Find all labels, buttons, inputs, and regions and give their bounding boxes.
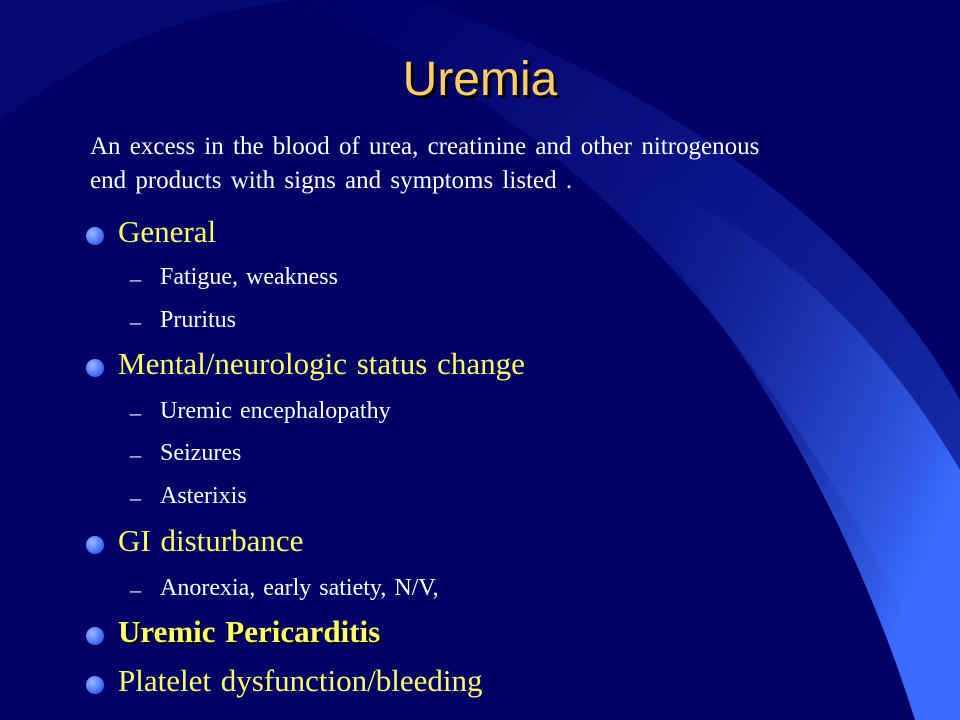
sub-item: Asterixis bbox=[160, 483, 247, 509]
bullet-uremic-pericarditis: Uremic Pericarditis bbox=[118, 614, 381, 649]
bullet-dot-icon bbox=[86, 359, 104, 377]
sub-item: Pruritus bbox=[160, 307, 237, 333]
dash-icon: – bbox=[130, 400, 141, 425]
bullet-dot-icon bbox=[86, 536, 104, 554]
dash-icon: – bbox=[130, 266, 141, 291]
sub-item: Seizures bbox=[160, 440, 242, 466]
sub-item: Uremic encephalopathy bbox=[160, 398, 391, 424]
bullet-dot-icon bbox=[86, 227, 104, 245]
dash-icon: – bbox=[130, 442, 141, 467]
definition-text: An excess in the blood of urea, creatinine and other nitrogenous end products with signs and symptoms listed . bbox=[90, 133, 760, 194]
sub-item: Anorexia, early satiety, N/V, bbox=[160, 575, 439, 601]
sub-item: Fatigue, weakness bbox=[160, 264, 338, 290]
dash-icon: – bbox=[130, 485, 141, 510]
bullet-mental-neurologic: Mental/neurologic status change bbox=[118, 346, 525, 381]
bullet-dot-icon bbox=[86, 676, 104, 694]
bullet-general: General bbox=[118, 214, 217, 249]
bullet-dot-icon bbox=[86, 627, 104, 645]
bullet-gi-disturbance: GI disturbance bbox=[118, 523, 304, 558]
slide-title: Uremia bbox=[402, 53, 558, 106]
bullet-platelet-dysfunction: Platelet dysfunction/bleeding bbox=[118, 663, 483, 698]
dash-icon: – bbox=[130, 309, 141, 334]
dash-icon: – bbox=[130, 577, 141, 602]
